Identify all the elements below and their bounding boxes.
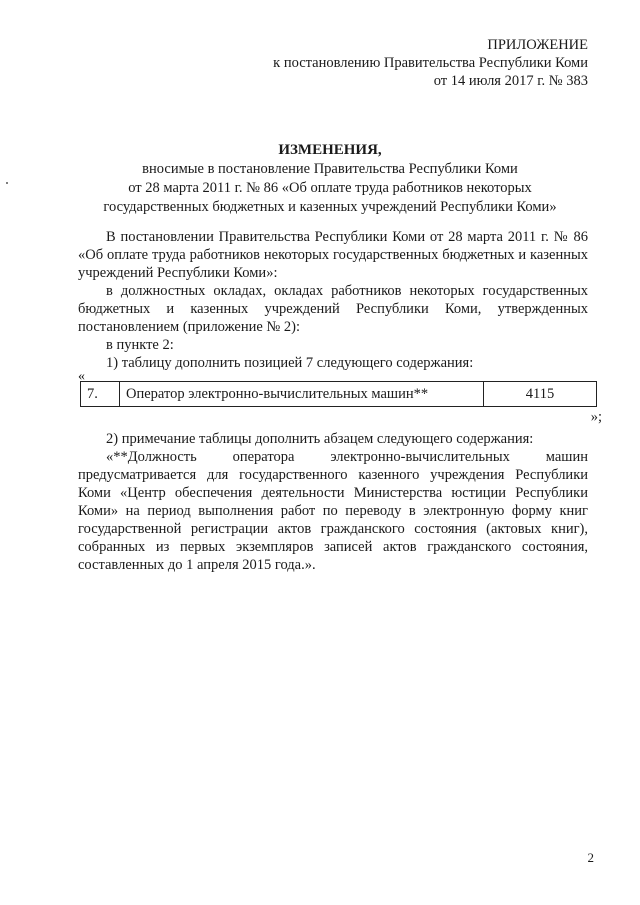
document-title-block — [60, 141, 600, 217]
title-line-1: вносимые в постановление Правительства Республики Коми — [142, 161, 518, 177]
appendix-line-3: от 14 июля 2017 г. № 383 — [433, 73, 588, 89]
paragraph-6: «**Должность оператора электронно-вычислительных машин предусматривается для государственного казенного учреждения Республики Коми «Центр обеспечения деятельности Министерства юстиции Республики Коми» на период выполнения работ по переводу в электронную форму книг государственной регистрации актов гражданского состояния (актовых книг), собранных из первых экземпляров записей актов гражданского состояния, составленных до 1 апреля 2015 года.». — [78, 449, 588, 573]
paragraph-4: 1) таблицу дополнить позицией 7 следующего содержания: — [106, 355, 474, 371]
row-number: 7. — [81, 382, 120, 407]
paragraph-3: в пункте 2: — [106, 337, 174, 353]
table-row — [81, 382, 597, 407]
body-text-2 — [78, 430, 588, 574]
position-table — [80, 381, 597, 407]
appendix-block — [273, 36, 588, 90]
table-open-quote: « — [78, 369, 85, 384]
position-name: Оператор электронно-вычислительных машин** — [120, 382, 484, 407]
title-line-2: от 28 марта 2011 г. № 86 «Об оплате труда работников некоторых — [128, 180, 532, 196]
page-number: 2 — [587, 850, 594, 865]
document-heading: ИЗМЕНЕНИЯ, — [278, 142, 382, 158]
appendix-line-2: к постановлению Правительства Республики Коми — [273, 55, 588, 71]
body-text — [78, 228, 588, 372]
table-close-quote: »; — [590, 409, 602, 425]
scan-speck — [6, 182, 8, 184]
paragraph-2: в должностных окладах, окладах работников некоторых государственных бюджетных и казенных учреждений Республики Коми, утвержденных постановлением (приложение № 2): — [78, 283, 588, 335]
paragraph-1: В постановлении Правительства Республики Коми от 28 марта 2011 г. № 86 «Об оплате труда работников некоторых государственных бюджетных и казенных учреждений Республики Коми»: — [78, 229, 588, 281]
appendix-title: ПРИЛОЖЕНИЕ — [487, 37, 588, 53]
salary-value: 4115 — [484, 382, 597, 407]
title-line-3: государственных бюджетных и казенных учреждений Республики Коми» — [103, 199, 557, 215]
paragraph-5: 2) примечание таблицы дополнить абзацем следующего содержания: — [106, 431, 534, 447]
